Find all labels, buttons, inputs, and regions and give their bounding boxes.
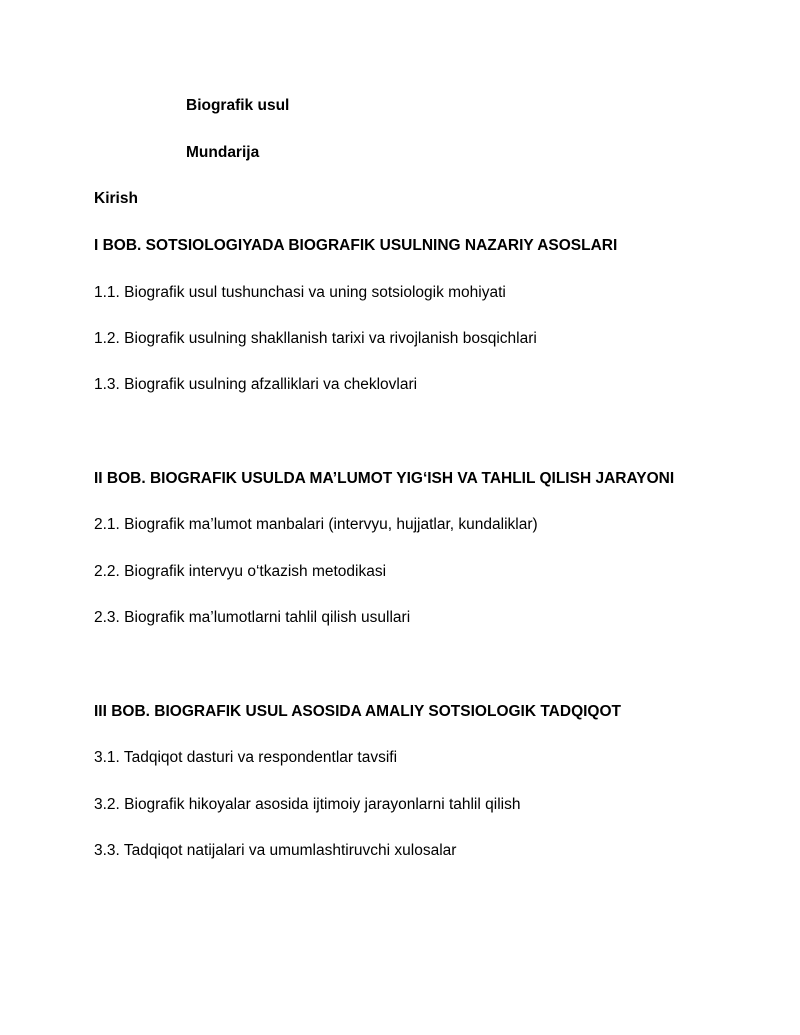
intro-heading: Kirish [94, 190, 138, 207]
section-3-1: 3.1. Tadqiqot dasturi va respondentlar tavsifi [94, 749, 398, 766]
section-2-2: 2.2. Biografik intervyu o‘tkazish metodikasi [94, 563, 387, 580]
chapter-2-heading: II BOB. BIOGRAFIK USULDA MA’LUMOT YIG‘ISH VA TAHLIL QILISH JARAYONI [94, 470, 675, 487]
section-3-2: 3.2. Biografik hikoyalar asosida ijtimoiy jarayonlarni tahlil qilish [94, 796, 521, 813]
contents-heading: Mundarija [186, 144, 260, 161]
chapter-3-heading: III BOB. BIOGRAFIK USUL ASOSIDA AMALIY SOTSIOLOGIK TADQIQOT [94, 703, 622, 720]
section-3-3: 3.3. Tadqiqot natijalari va umumlashtiruvchi xulosalar [94, 842, 457, 859]
chapter-1-heading: I BOB. SOTSIOLOGIYADA BIOGRAFIK USULNING NAZARIY ASOSLARI [94, 237, 618, 254]
section-1-1: 1.1. Biografik usul tushunchasi va uning sotsiologik mohiyati [94, 284, 506, 301]
section-1-3: 1.3. Biografik usulning afzalliklari va cheklovlari [94, 376, 418, 393]
section-2-1: 2.1. Biografik ma’lumot manbalari (intervyu, hujjatlar, kundaliklar) [94, 516, 538, 533]
section-1-2: 1.2. Biografik usulning shakllanish tarixi va rivojlanish bosqichlari [94, 330, 537, 347]
section-2-3: 2.3. Biografik ma’lumotlarni tahlil qilish usullari [94, 609, 411, 626]
document-title: Biografik usul [186, 97, 290, 114]
